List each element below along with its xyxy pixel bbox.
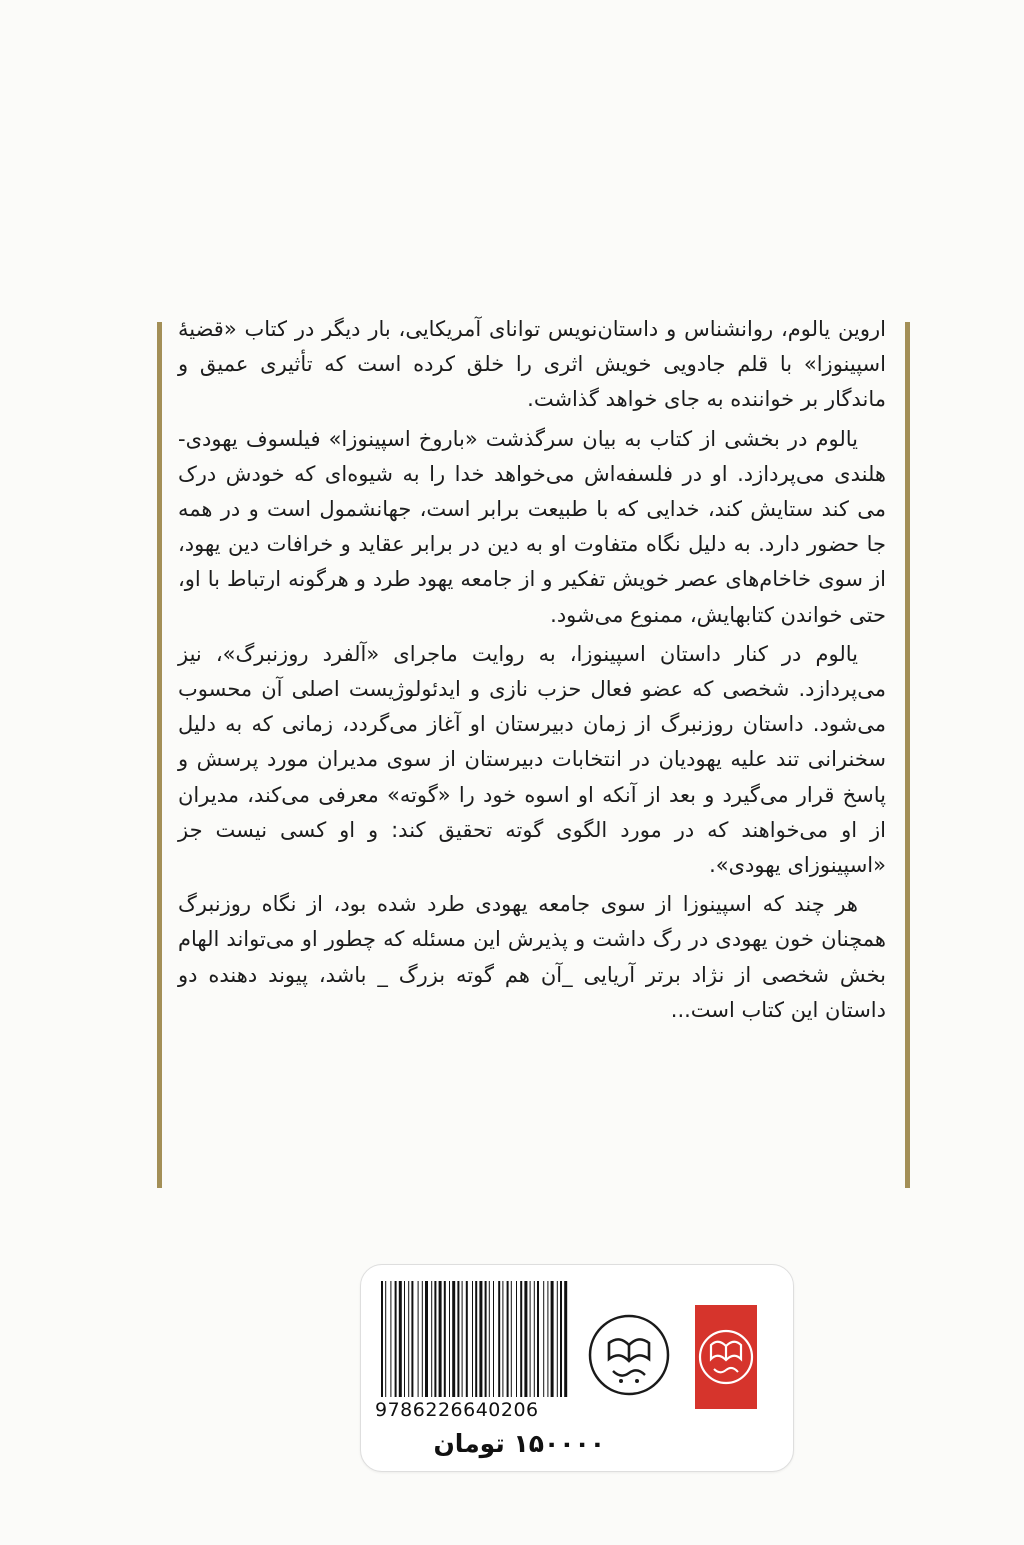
back-cover-text — [178, 312, 886, 1032]
left-border-rule — [157, 322, 162, 1188]
paragraph-3: یالوم در کنار داستان اسپینوزا، به روایت ماجرای «آلفرد روزنبرگ»، نیز می‌پردازد. شخصی که عضو فعال حزب نازی و ایدئولوژیست اصلی آن محسوب می‌شود. داستان روزنبرگ از زمان دبیرستان او آغاز می‌گردد، زمانی که به دلیل سخنرانی تند علیه یهودیان در انتخابات دبیرستان از سوی مدیران مورد پرسش و پاسخ قرار می‌گیرد و بعد از آنکه او اسوه خود را «گوته» معرفی می‌کند، مدیران از او می‌خواهند که در مورد الگوی گوته تحقیق کند: و او کسی نیست جز «اسپینوزای یهودی». — [178, 641, 886, 878]
paragraph-2: یالوم در بخشی از کتاب به بیان سرگذشت «باروخ اسپینوزا» فیلسوف یهودی- هلندی می‌پردازد. او در فلسفه‌اش می‌خواهد خدا را به شیوه‌ای که خودش درک می کند ستایش کند، خدایی که با طبیعت برابر است، جهانشمول است و در همه جا حضور دارد. به دلیل نگاه متفاوت او به دین در برابر عقاید و خرافات دین یهود، از سوی خاخام‌های عصر خویش تفکیر و از جامعه یهود طرد و هرگونه ارتباط با او، حتی خواندن کتابهایش، ممنوع می‌شود. — [178, 426, 886, 627]
paragraph-4: هر چند که اسپینوزا از سوی جامعه یهودی طرد شده بود، از نگاه روزنبرگ همچنان خون یهودی در رگ داشت و پذیرش این مسئله که چطور او می‌تواند الهام بخش شخصی از نژاد برتر آریایی _آن هم گوته بزرگ _ باشد، پیوند دهنده دو داستان این کتاب است... — [178, 892, 886, 1022]
barcode — [377, 1281, 573, 1401]
right-border-rule — [905, 322, 910, 1188]
publisher-emblem-icon — [587, 1313, 671, 1397]
publisher-logo-icon — [695, 1305, 757, 1409]
paragraph-1: اروین یالوم، روانشناس و داستان‌نویس توانای آمریکایی، بار دیگر در کتاب «قضیهٔ اسپینوزا» با قلم جادویی خویش اثری را خلق کرده است که تأثیری عمیق و ماندگار بر خواننده به جای خواهد گذاشت. — [178, 317, 886, 412]
barcode-sticker — [360, 1264, 794, 1472]
isbn-number: 9786226640206 — [375, 1399, 539, 1421]
price-label: ۱۵۰۰۰۰ تومان — [433, 1429, 605, 1458]
